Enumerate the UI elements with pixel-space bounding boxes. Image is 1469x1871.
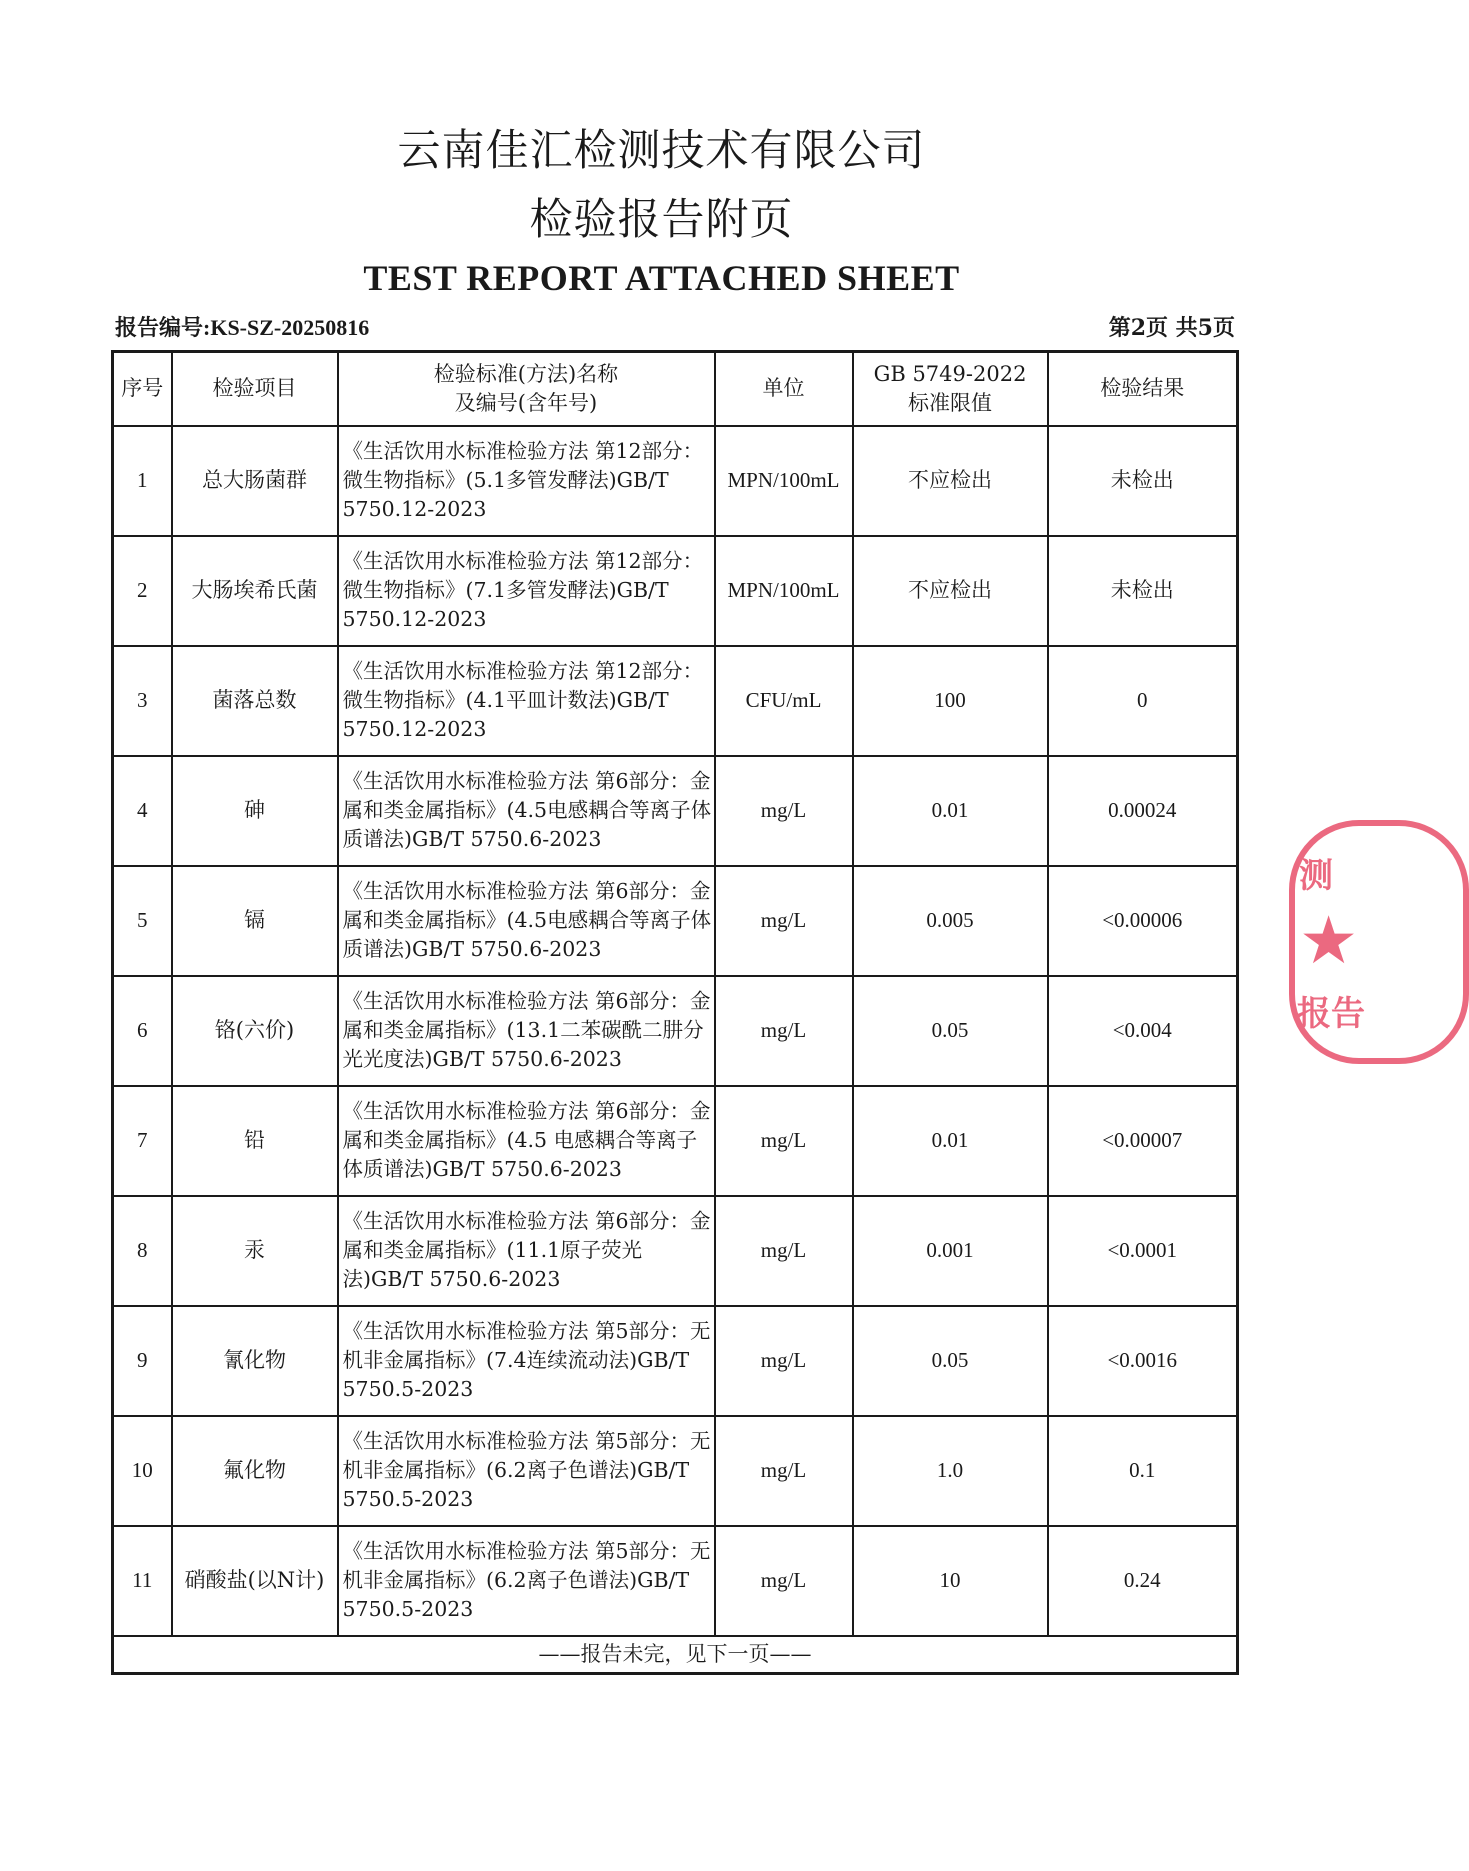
- cell-method: 《生活饮用水标准检验方法 第12部分：微生物指标》(5.1多管发酵法)GB/T 5750.12-2023: [338, 426, 715, 536]
- cell-method: 《生活饮用水标准检验方法 第12部分：微生物指标》(4.1平皿计数法)GB/T 5750.12-2023: [338, 646, 715, 756]
- header-method-line2: 及编号(含年号): [454, 390, 598, 415]
- cell-method: 《生活饮用水标准检验方法 第6部分：金属和类金属指标》(11.1原子荧光法)GB/T 5750.6-2023: [338, 1196, 715, 1306]
- cell-result: <0.0001: [1048, 1196, 1238, 1306]
- table-row: [113, 1526, 1238, 1636]
- cell-method: 《生活饮用水标准检验方法 第6部分：金属和类金属指标》(13.1二苯碳酰二肼分光光度法)GB/T 5750.6-2023: [338, 976, 715, 1086]
- table-row: [113, 756, 1238, 866]
- company-name: 云南佳汇检测技术有限公司: [397, 126, 926, 176]
- cell-no: 10: [113, 1416, 172, 1526]
- seal-star-icon: ★: [1299, 902, 1359, 979]
- header-method-line1: 检验标准(方法)名称: [433, 361, 619, 386]
- table-row: [113, 646, 1238, 756]
- cell-no: 1: [113, 426, 172, 536]
- cell-limit: 0.05: [853, 976, 1048, 1086]
- cell-no: 5: [113, 866, 172, 976]
- cell-unit: MPN/100mL: [715, 536, 853, 646]
- cell-unit: mg/L: [715, 756, 853, 866]
- cell-no: 9: [113, 1306, 172, 1416]
- table-row: [113, 536, 1238, 646]
- report-title-en: TEST REPORT ATTACHED SHEET: [363, 258, 960, 298]
- cell-item: 砷: [172, 756, 338, 866]
- cell-unit: mg/L: [715, 866, 853, 976]
- cell-result: 0.00024: [1048, 756, 1238, 866]
- cell-limit: 0.01: [853, 756, 1048, 866]
- report-number: 报告编号:KS-SZ-20250816: [115, 315, 370, 340]
- cell-item: 铅: [172, 1086, 338, 1196]
- cell-result: <0.004: [1048, 976, 1238, 1086]
- cell-item: 大肠埃希氏菌: [172, 536, 338, 646]
- cell-item: 氟化物: [172, 1416, 338, 1526]
- table-body: [113, 426, 1238, 1674]
- red-seal-stamp: [1289, 820, 1469, 1064]
- report-title-cn: 检验报告附页: [529, 195, 794, 245]
- cell-unit: mg/L: [715, 1526, 853, 1636]
- seal-char-bottom: 报告: [1297, 994, 1365, 1034]
- table-row: [113, 1416, 1238, 1526]
- cell-unit: mg/L: [715, 976, 853, 1086]
- cell-no: 11: [113, 1526, 172, 1636]
- cell-method: 《生活饮用水标准检验方法 第6部分：金属和类金属指标》(4.5 电感耦合等离子体质谱法)GB/T 5750.6-2023: [338, 1086, 715, 1196]
- cell-result: <0.00007: [1048, 1086, 1238, 1196]
- cell-item: 汞: [172, 1196, 338, 1306]
- cell-no: 4: [113, 756, 172, 866]
- cell-item: 镉: [172, 866, 338, 976]
- cell-limit: 0.05: [853, 1306, 1048, 1416]
- table-row: [113, 976, 1238, 1086]
- results-table: [111, 350, 1239, 1675]
- header-limit: [853, 352, 1048, 426]
- cell-result: 0.24: [1048, 1526, 1238, 1636]
- cell-unit: mg/L: [715, 1196, 853, 1306]
- cell-item: 硝酸盐(以N计): [172, 1526, 338, 1636]
- cell-result: <0.0016: [1048, 1306, 1238, 1416]
- cell-unit: CFU/mL: [715, 646, 853, 756]
- cell-unit: mg/L: [715, 1416, 853, 1526]
- cell-method: 《生活饮用水标准检验方法 第5部分：无机非金属指标》(6.2离子色谱法)GB/T 5750.5-2023: [338, 1416, 715, 1526]
- table-row: [113, 1086, 1238, 1196]
- cell-result: 0: [1048, 646, 1238, 756]
- cell-method: 《生活饮用水标准检验方法 第5部分：无机非金属指标》(7.4连续流动法)GB/T 5750.5-2023: [338, 1306, 715, 1416]
- header-method: [338, 352, 715, 426]
- cell-result: 0.1: [1048, 1416, 1238, 1526]
- cell-method: 《生活饮用水标准检验方法 第6部分：金属和类金属指标》(4.5电感耦合等离子体质谱法)GB/T 5750.6-2023: [338, 756, 715, 866]
- cell-method: 《生活饮用水标准检验方法 第5部分：无机非金属指标》(6.2离子色谱法)GB/T 5750.5-2023: [338, 1526, 715, 1636]
- header-no: 序号: [113, 352, 172, 426]
- cell-result: 未检出: [1048, 426, 1238, 536]
- cell-method: 《生活饮用水标准检验方法 第6部分：金属和类金属指标》(4.5电感耦合等离子体质谱法)GB/T 5750.6-2023: [338, 866, 715, 976]
- header-limit-line2: 标准限值: [908, 390, 992, 415]
- cell-no: 8: [113, 1196, 172, 1306]
- cell-no: 6: [113, 976, 172, 1086]
- cell-method: 《生活饮用水标准检验方法 第12部分：微生物指标》(7.1多管发酵法)GB/T 5750.12-2023: [338, 536, 715, 646]
- header-result: 检验结果: [1048, 352, 1238, 426]
- header-limit-line1: GB 5749-2022: [873, 361, 1027, 386]
- cell-limit: 不应检出: [853, 426, 1048, 536]
- cell-unit: MPN/100mL: [715, 426, 853, 536]
- cell-result: 未检出: [1048, 536, 1238, 646]
- table-row: [113, 1196, 1238, 1306]
- cell-no: 3: [113, 646, 172, 756]
- cell-item: 铬(六价): [172, 976, 338, 1086]
- cell-limit: 0.01: [853, 1086, 1048, 1196]
- cell-no: 7: [113, 1086, 172, 1196]
- cell-limit: 10: [853, 1526, 1048, 1636]
- cell-limit: 0.005: [853, 866, 1048, 976]
- cell-unit: mg/L: [715, 1306, 853, 1416]
- table-row: [113, 866, 1238, 976]
- table-header-row: [113, 352, 1238, 426]
- page-indicator: 第2页 共5页: [1108, 315, 1235, 341]
- table-footer-row: [113, 1636, 1238, 1674]
- cell-item: 氰化物: [172, 1306, 338, 1416]
- cell-limit: 0.001: [853, 1196, 1048, 1306]
- cell-unit: mg/L: [715, 1086, 853, 1196]
- seal-char-top: 测: [1299, 856, 1333, 896]
- cell-limit: 不应检出: [853, 536, 1048, 646]
- header-item: 检验项目: [172, 352, 338, 426]
- continued-note: ——报告未完，见下一页——: [113, 1636, 1238, 1674]
- cell-limit: 100: [853, 646, 1048, 756]
- cell-item: 菌落总数: [172, 646, 338, 756]
- cell-result: <0.00006: [1048, 866, 1238, 976]
- header-unit: 单位: [715, 352, 853, 426]
- cell-no: 2: [113, 536, 172, 646]
- table-row: [113, 1306, 1238, 1416]
- cell-item: 总大肠菌群: [172, 426, 338, 536]
- table-row: [113, 426, 1238, 536]
- cell-limit: 1.0: [853, 1416, 1048, 1526]
